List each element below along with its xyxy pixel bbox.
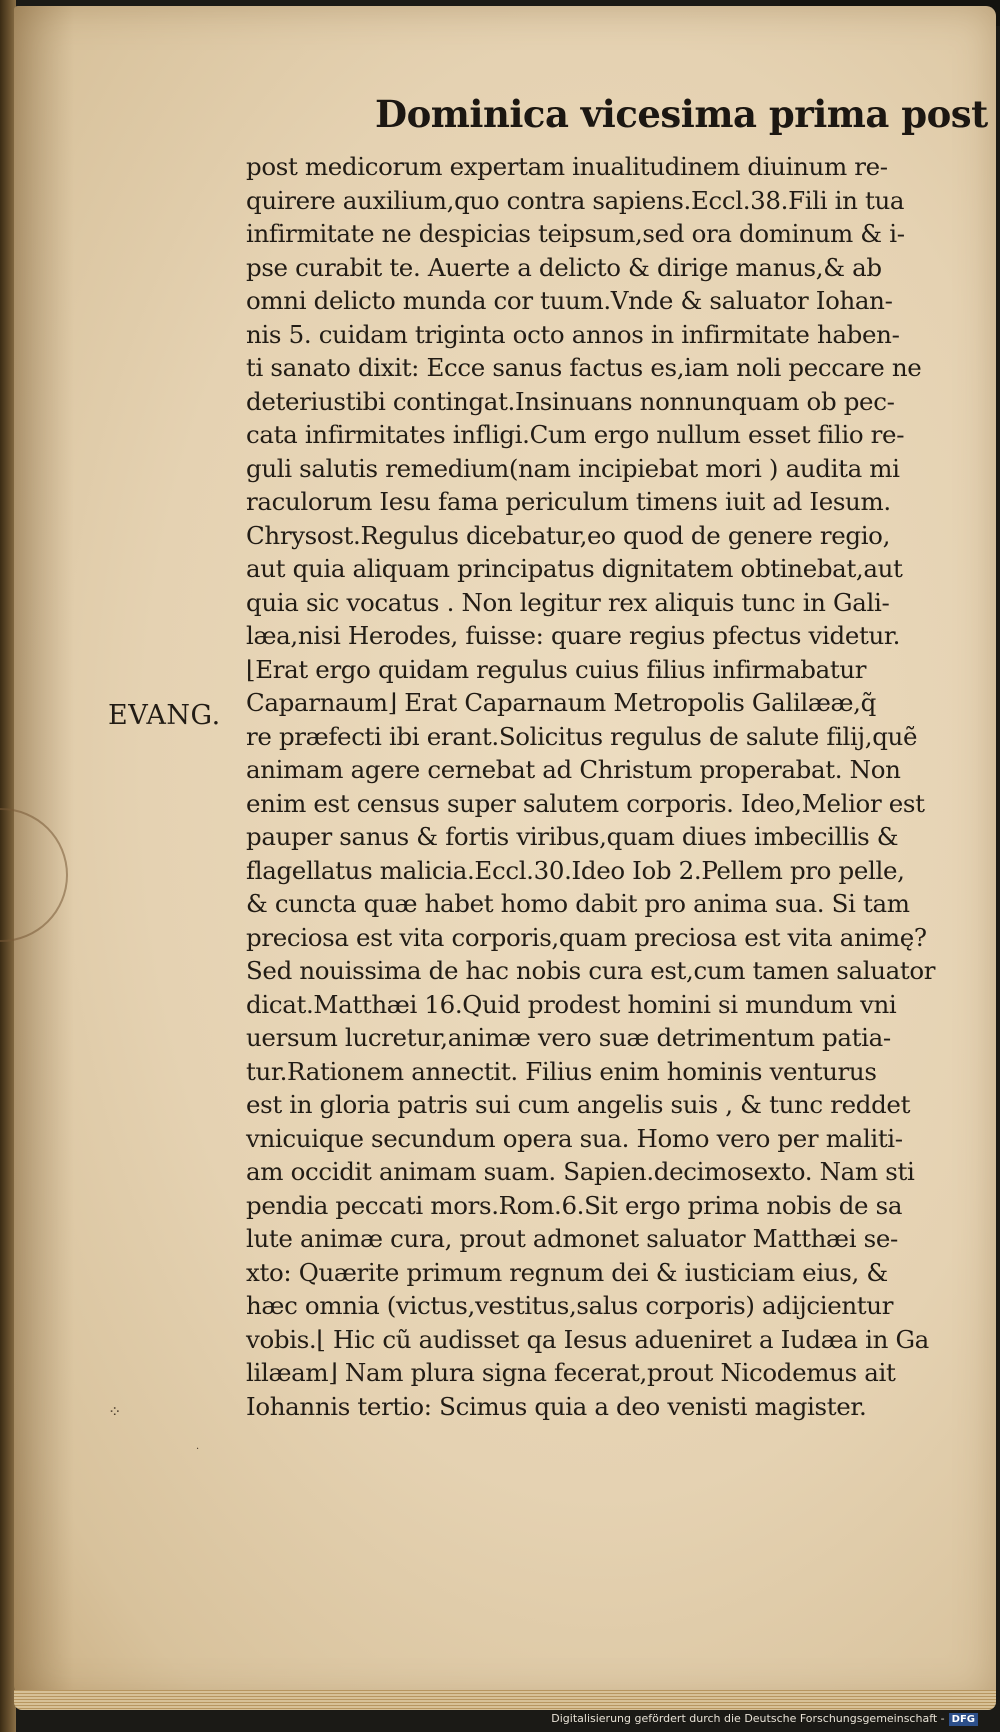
text-line: deteriustibi contingat.Insinuans nonnunquam ob pec- xyxy=(246,386,895,416)
text-line: nis 5. cuidam triginta octo annos in infirmitate haben- xyxy=(246,319,900,349)
dfg-logo: DFG xyxy=(949,1713,978,1726)
text-line: hæc omnia (victus,vestitus,salus corporis) adijcientur xyxy=(246,1291,894,1320)
text-line: lute animæ cura, prout admonet saluator Matthæi se- xyxy=(246,1224,898,1253)
text-line: omni delicto munda cor tuum.Vnde & saluator Iohan- xyxy=(246,286,893,315)
text-line: Iohannis tertio: Scimus quia a deo venisti magister. xyxy=(246,1391,867,1421)
text-line: enim est census super salutem corporis. Ideo,Melior est xyxy=(246,788,925,818)
ink-dot-mark: · xyxy=(196,1444,200,1455)
page-edges xyxy=(14,1690,996,1710)
text-line: ⌊Erat ergo quidam regulus cuius filius infirmabatur xyxy=(246,654,867,684)
text-line: uersum lucretur,animæ vero suæ detrimentum patia- xyxy=(246,1023,891,1052)
text-line: infirmitate ne despicias teipsum,sed ora dominum & i- xyxy=(246,219,905,248)
text-line: ti sanato dixit: Ecce sanus factus es,iam noli peccare ne xyxy=(246,353,922,382)
body-text xyxy=(246,150,972,1423)
text-line: animam agere cernebat ad Christum properabat. Non xyxy=(246,755,901,784)
text-line: Chrysost.Regulus dicebatur,eo quod de genere regio, xyxy=(246,520,891,550)
text-line: dicat.Matthæi 16.Quid prodest homini si mundum vni xyxy=(246,989,897,1019)
text-line: aut quia aliquam principatus dignitatem obtinebat,aut xyxy=(246,554,903,583)
text-line: re præfecti ibi erant.Solicitus regulus de salute filij,quẽ xyxy=(246,721,918,751)
text-line: raculorum Iesu fama periculum timens iuit ad Iesum. xyxy=(246,487,891,516)
credit-text: Digitalisierung gefördert durch die Deutsche Forschungsgemeinschaft - xyxy=(551,1712,945,1725)
text-line: pauper sanus & fortis viribus,quam diues imbecillis & xyxy=(246,822,899,851)
text-line: lilæam⌋ Nam plura signa fecerat,prout Nicodemus ait xyxy=(246,1358,896,1387)
text-line: cata infirmitates infligi.Cum ergo nullum esset filio re- xyxy=(246,420,905,449)
text-line: flagellatus malicia.Eccl.30.Ideo Iob 2.Pellem pro pelle, xyxy=(246,855,905,885)
text-line: post medicorum expertam inualitudinem diuinum re- xyxy=(246,152,888,181)
text-line: quia sic vocatus . Non legitur rex aliquis tunc in Gali- xyxy=(246,587,890,617)
text-line: Sed nouissima de hac nobis cura est,cum tamen saluator xyxy=(246,956,936,985)
ink-speck-mark: ⁘ xyxy=(108,1402,122,1421)
margin-note: EVANG. xyxy=(108,700,221,731)
text-line: tur.Rationem annectit. Filius enim hominis venturus xyxy=(246,1056,877,1086)
text-line: pendia peccati mors.Rom.6.Sit ergo prima nobis de sa xyxy=(246,1190,903,1220)
text-line: & cuncta quæ habet homo dabit pro anima sua. Si tam xyxy=(246,889,910,918)
text-line: est in gloria patris sui cum angelis suis , & tunc reddet xyxy=(246,1090,911,1119)
text-line: læa,nisi Herodes, fuisse: quare regius pfectus videtur. xyxy=(246,621,901,650)
text-line: guli salutis remedium(nam incipiebat mori ) audita mi xyxy=(246,453,900,483)
text-line: pse curabit te. Auerte a delicto & dirige manus,& ab xyxy=(246,252,882,282)
running-head: Dominica vicesima prima post xyxy=(375,92,988,136)
text-line: preciosa est vita corporis,quam preciosa est vita animę? xyxy=(246,922,927,952)
text-line: quirere auxilium,quo contra sapiens.Eccl.38.Fili in tua xyxy=(246,185,905,215)
text-line: am occidit animam suam. Sapien.decimosexto. Nam sti xyxy=(246,1157,915,1186)
text-line: vobis.⌊ Hic cũ audisset qa Iesus adueniret a Iudæa in Ga xyxy=(246,1324,929,1354)
text-line: vnicuique secundum opera sua. Homo vero per maliti- xyxy=(246,1123,903,1153)
text-line: Caparnaum⌋ Erat Caparnaum Metropolis Galilææ,q̃ xyxy=(246,688,876,717)
text-line: xto: Quærite primum regnum dei & iusticiam eius, & xyxy=(246,1257,888,1287)
digitization-credit xyxy=(551,1712,978,1726)
